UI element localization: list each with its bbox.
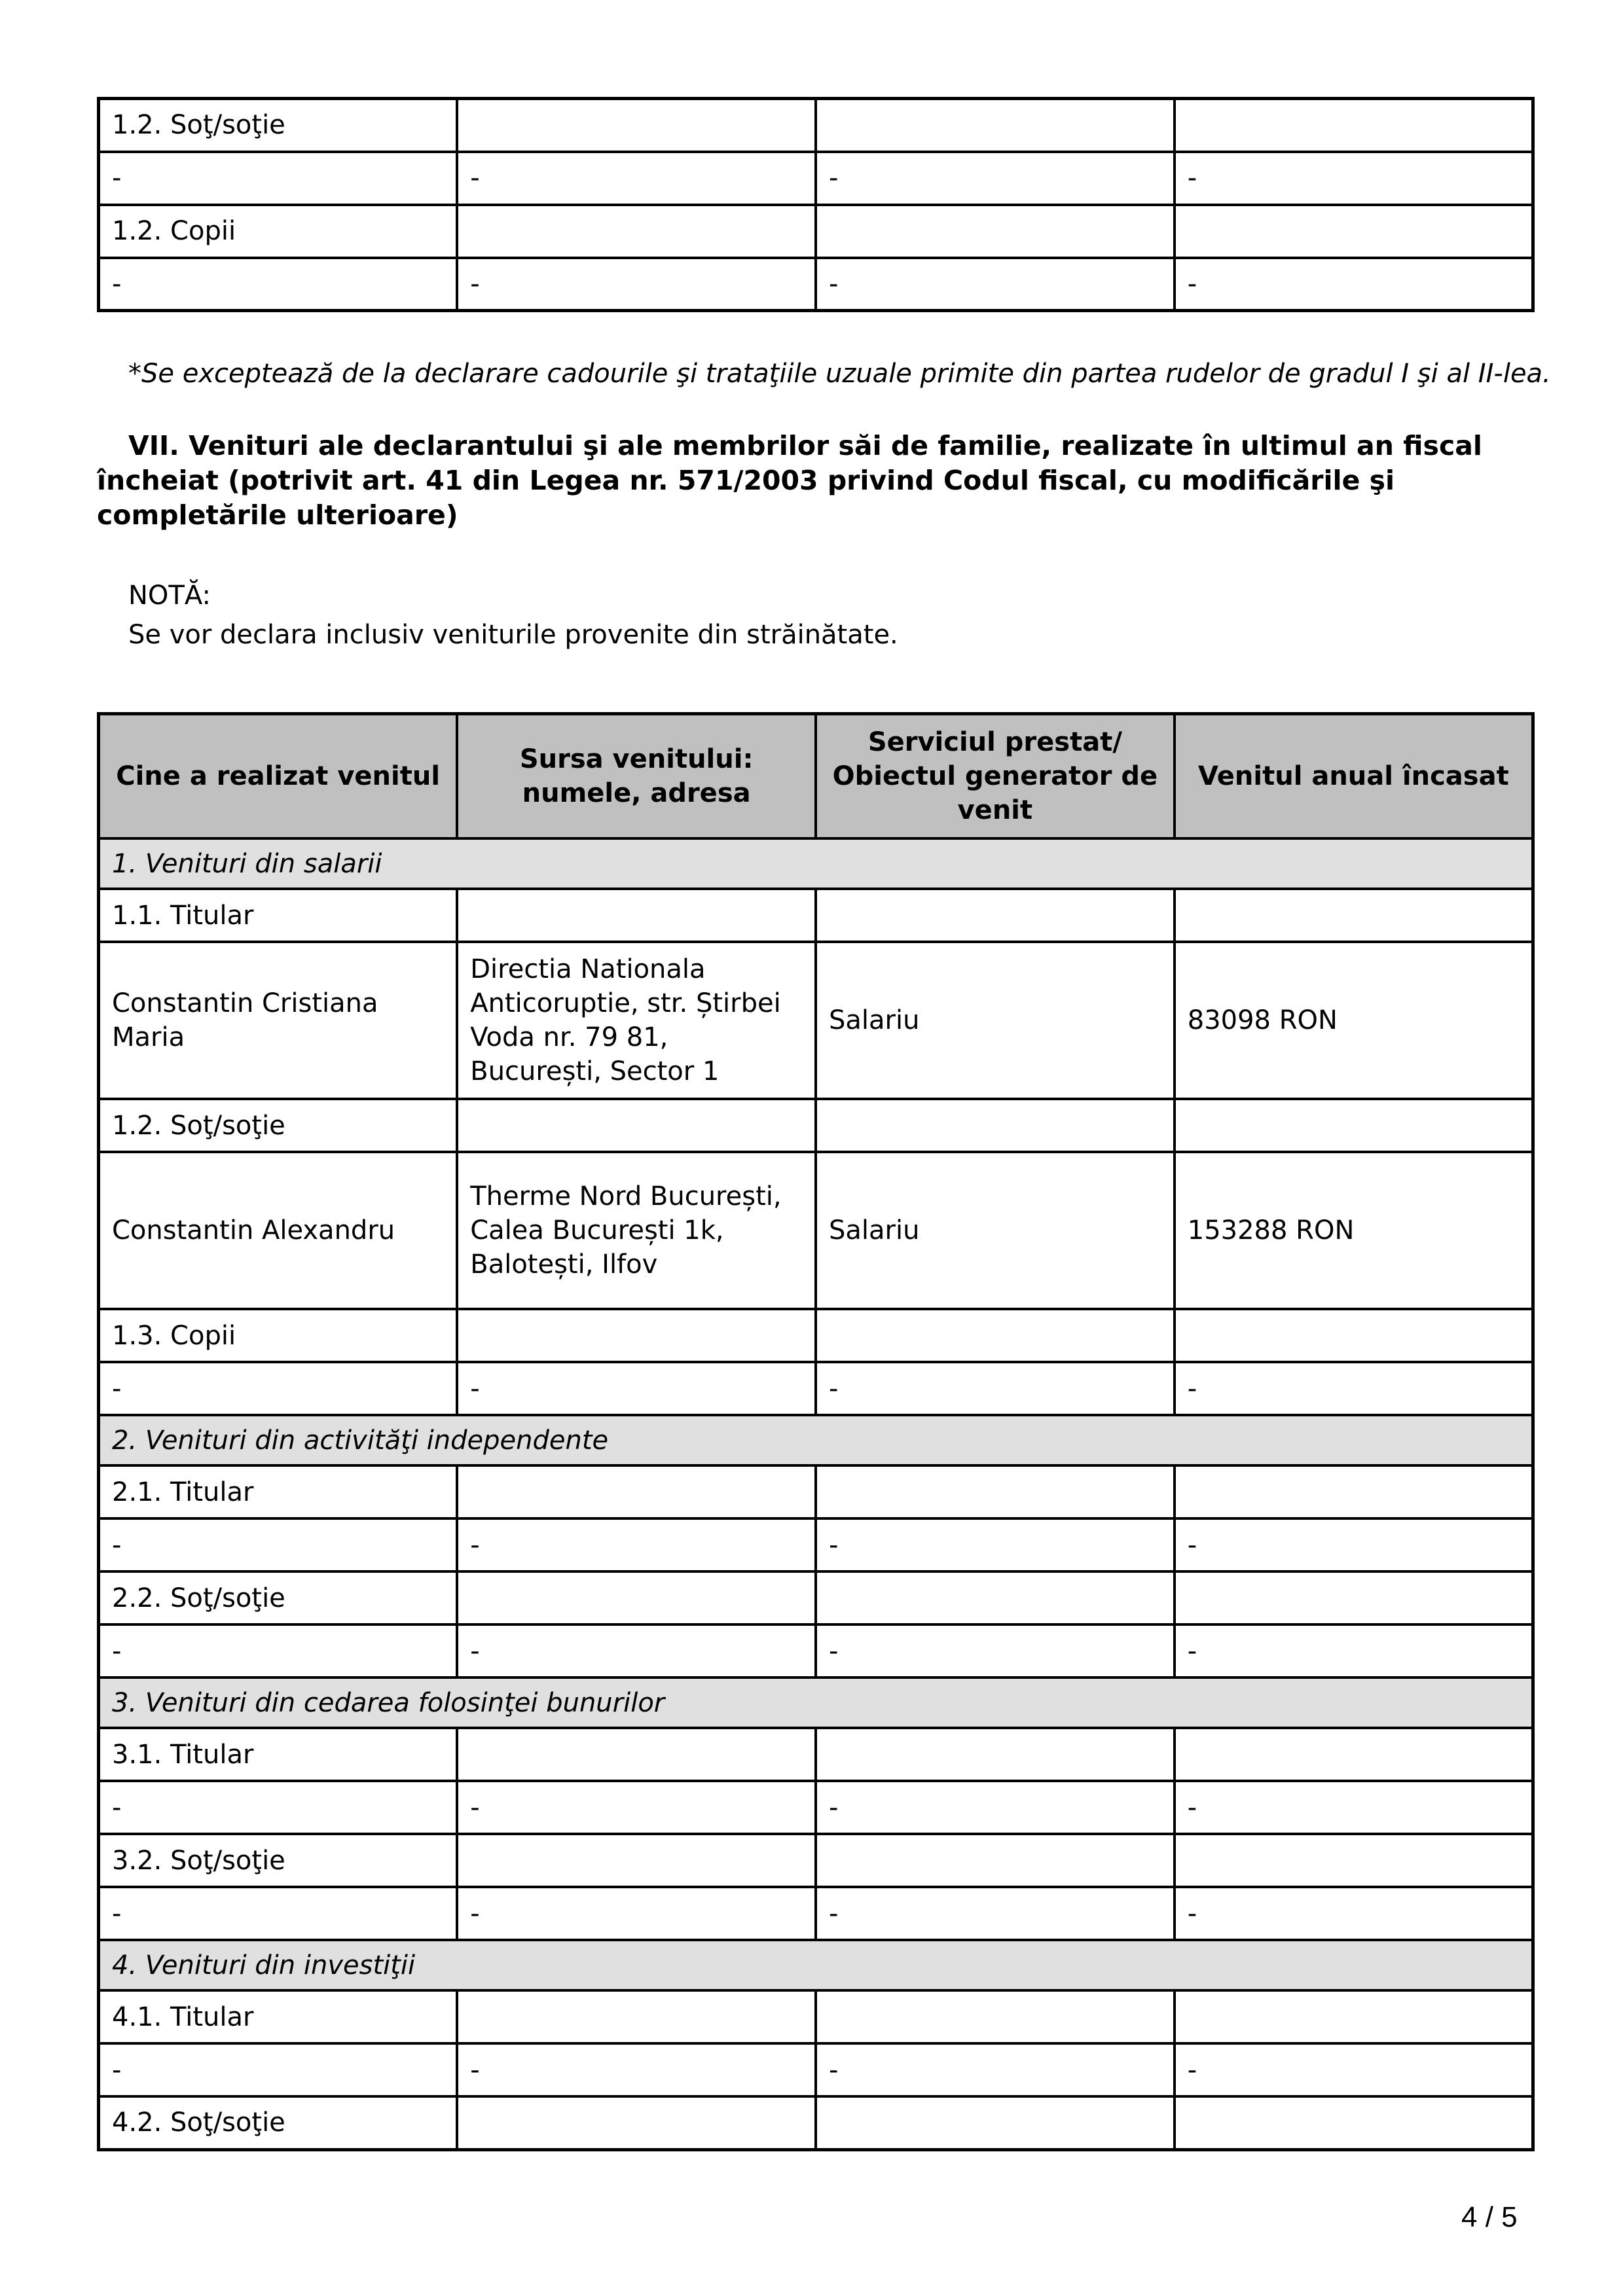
table-cell: [1175, 1728, 1533, 1781]
table-cell: 153288 RON: [1175, 1152, 1533, 1309]
table-cell: 4.1. Titular: [99, 1990, 458, 2043]
table-cell: -: [816, 1518, 1175, 1571]
gifts-exception-footnote: *Se exceptează de la declarare cadourile şi trataţiile uzuale primite din partea rudelor de gradul I şi al II-lea.: [128, 359, 1551, 389]
table-cell: [457, 1465, 816, 1518]
table-cell: -: [816, 258, 1175, 311]
table-cell: -: [99, 152, 458, 205]
table-cell: [457, 1990, 816, 2043]
table-cell: [816, 1465, 1175, 1518]
table-cell: Salariu: [816, 942, 1175, 1099]
table-cell: 2.1. Titular: [99, 1465, 458, 1518]
table-cell: -: [816, 2043, 1175, 2096]
table-row: [99, 1834, 1533, 1887]
table-cell: [816, 1834, 1175, 1887]
table-cell: 1.2. Soţ/soţie: [99, 1099, 458, 1152]
table-cell: -: [1175, 152, 1533, 205]
table-cell: [1175, 2096, 1533, 2149]
table-cell: 1.2. Copii: [99, 205, 458, 258]
table-cell: [1175, 889, 1533, 942]
table-row: [99, 1362, 1533, 1415]
table-row: [99, 1152, 1533, 1309]
table-cell: [816, 889, 1175, 942]
table-row: [99, 1728, 1533, 1781]
table-row: [99, 99, 1533, 152]
table-cell: 83098 RON: [1175, 942, 1533, 1099]
table-cell: -: [99, 1624, 458, 1677]
table-row: [99, 205, 1533, 258]
table-cell: [1175, 1099, 1533, 1152]
table-row: [99, 1309, 1533, 1362]
table-cell: -: [457, 1781, 816, 1834]
table-cell: [816, 1309, 1175, 1362]
table-row: [99, 1571, 1533, 1624]
table-row: [99, 2096, 1533, 2149]
table-cell: [1175, 1834, 1533, 1887]
table-cell: -: [99, 1518, 458, 1571]
table-cell: [1175, 205, 1533, 258]
table-cell: [457, 205, 816, 258]
table-cell: [816, 99, 1175, 152]
table-cell: Therme Nord București, Calea București 1k, Balotești, Ilfov: [457, 1152, 816, 1309]
table-row: [99, 152, 1533, 205]
section-title: 2. Venituri din activităţi independente: [99, 1415, 1533, 1465]
table-cell: Constantin Cristiana Maria: [99, 942, 458, 1099]
previous-gifts-table-continuation: [97, 97, 1535, 312]
table-cell: -: [1175, 1362, 1533, 1415]
table-cell: Salariu: [816, 1152, 1175, 1309]
table-cell: 4.2. Soţ/soţie: [99, 2096, 458, 2149]
table-cell: -: [99, 1887, 458, 1940]
note-label: NOTĂ:: [128, 581, 211, 611]
note-block: [128, 576, 898, 655]
table-cell: [816, 1990, 1175, 2043]
table-cell: Constantin Alexandru: [99, 1152, 458, 1309]
section-row-property-use: [99, 1677, 1533, 1728]
table-cell: [816, 1728, 1175, 1781]
table-row: [99, 258, 1533, 311]
table-cell: -: [457, 1362, 816, 1415]
table-cell: 2.2. Soţ/soţie: [99, 1571, 458, 1624]
column-header-source: Sursa venitului: numele, adresa: [457, 714, 816, 839]
section-row-salaries: [99, 838, 1533, 889]
table-row: [99, 1518, 1533, 1571]
table-row: [99, 1465, 1533, 1518]
table-cell: -: [816, 1362, 1175, 1415]
table-cell: [457, 889, 816, 942]
table-cell: [457, 1834, 816, 1887]
table-header-row: [99, 714, 1533, 839]
table-cell: [1175, 1990, 1533, 2043]
section-title: 4. Venituri din investiţii: [99, 1940, 1533, 1990]
table-cell: 1.1. Titular: [99, 889, 458, 942]
section-row-independent-activities: [99, 1415, 1533, 1465]
table-cell: [816, 205, 1175, 258]
table-cell: 1.2. Soţ/soţie: [99, 99, 458, 152]
table-row: [99, 1990, 1533, 2043]
table-row: [99, 942, 1533, 1099]
table-cell: -: [457, 1624, 816, 1677]
table-row: [99, 1781, 1533, 1834]
table-cell: Directia Nationala Anticoruptie, str. Știrbei Voda nr. 79 81, București, Sector 1: [457, 942, 816, 1099]
table-cell: -: [1175, 1781, 1533, 1834]
table-cell: [457, 1309, 816, 1362]
table-cell: -: [457, 1887, 816, 1940]
table-cell: -: [1175, 2043, 1533, 2096]
table-row: [99, 889, 1533, 942]
table-cell: [816, 1099, 1175, 1152]
column-header-annual-income: Venitul anual încasat: [1175, 714, 1533, 839]
table-cell: 3.2. Soţ/soţie: [99, 1834, 458, 1887]
note-text: Se vor declara inclusiv veniturile provenite din străinătate.: [128, 620, 898, 650]
table-cell: [1175, 1465, 1533, 1518]
section-row-investments: [99, 1940, 1533, 1990]
table-cell: -: [457, 152, 816, 205]
section-heading: [97, 429, 1537, 533]
table-cell: [816, 2096, 1175, 2149]
table-cell: -: [816, 1887, 1175, 1940]
table-row: [99, 1887, 1533, 1940]
column-header-who: Cine a realizat venitul: [99, 714, 458, 839]
table-row: [99, 1624, 1533, 1677]
page-number: 4 / 5: [1461, 2201, 1518, 2233]
table-cell: -: [457, 1518, 816, 1571]
table-cell: [457, 1728, 816, 1781]
table-cell: -: [1175, 258, 1533, 311]
table-cell: -: [99, 258, 458, 311]
table-cell: -: [1175, 1887, 1533, 1940]
table-cell: -: [1175, 1518, 1533, 1571]
section-title: 3. Venituri din cedarea folosinţei bunurilor: [99, 1677, 1533, 1728]
table-cell: -: [99, 1362, 458, 1415]
table-cell: 3.1. Titular: [99, 1728, 458, 1781]
table-cell: -: [457, 2043, 816, 2096]
table-row: [99, 1099, 1533, 1152]
income-table: [97, 712, 1535, 2151]
table-row: [99, 2043, 1533, 2096]
section-heading-text: VII. Venituri ale declarantului şi ale membrilor săi de familie, realizate în ultimul an fiscal încheiat (potrivit art. 41 din Legea nr. 571/2003 privind Codul fiscal, cu modificările şi completările ulterioare): [97, 430, 1482, 531]
table-cell: [457, 2096, 816, 2149]
table-cell: -: [1175, 1624, 1533, 1677]
table-cell: [1175, 99, 1533, 152]
table-cell: [816, 1571, 1175, 1624]
table-cell: -: [99, 1781, 458, 1834]
section-title: 1. Venituri din salarii: [99, 838, 1533, 889]
table-cell: -: [816, 1781, 1175, 1834]
table-cell: 1.3. Copii: [99, 1309, 458, 1362]
table-cell: [457, 1099, 816, 1152]
table-cell: [457, 1571, 816, 1624]
table-cell: [1175, 1571, 1533, 1624]
table-cell: -: [816, 1624, 1175, 1677]
table-cell: -: [99, 2043, 458, 2096]
table-cell: -: [457, 258, 816, 311]
table-cell: [1175, 1309, 1533, 1362]
column-header-service: Serviciul prestat/ Obiectul generator de venit: [816, 714, 1175, 839]
table-cell: [457, 99, 816, 152]
table-cell: -: [816, 152, 1175, 205]
